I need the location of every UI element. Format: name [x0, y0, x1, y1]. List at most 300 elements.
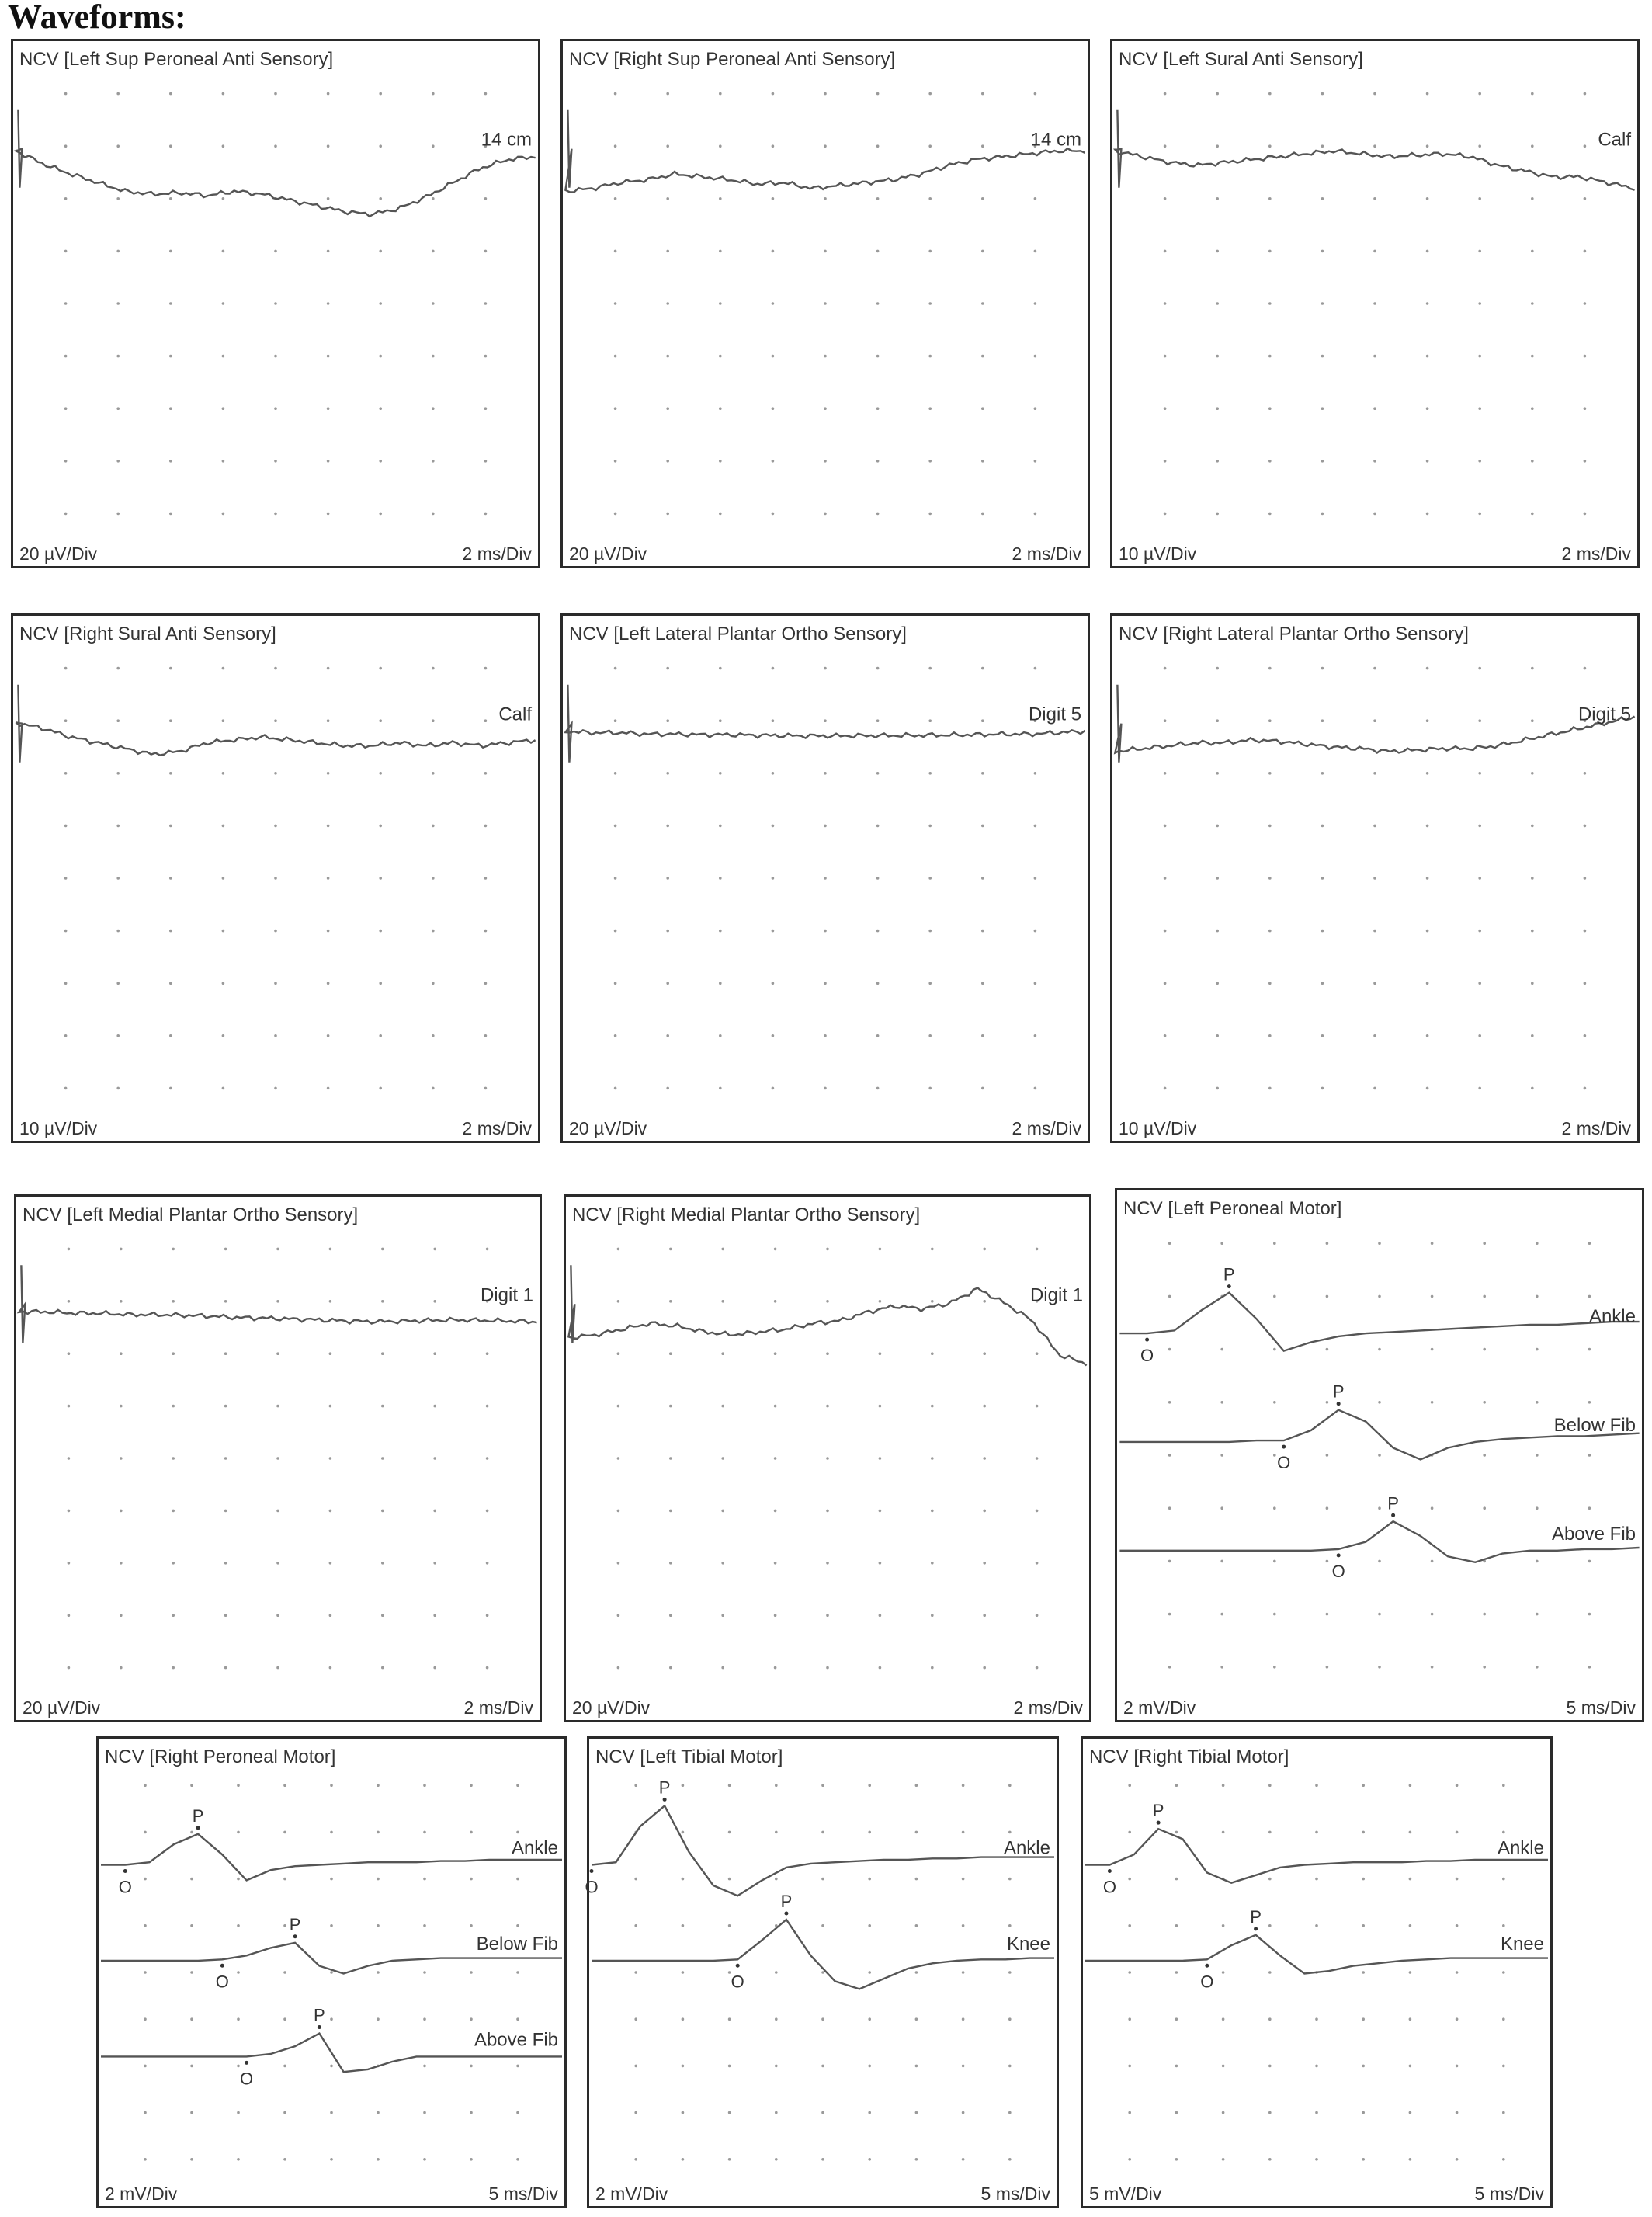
- grid-dot: [1531, 513, 1534, 516]
- trace-label: Below Fib: [476, 1933, 558, 1955]
- grid-dot: [68, 1666, 71, 1670]
- grid-dot: [614, 877, 617, 880]
- grid-dot: [826, 1405, 829, 1408]
- grid-dot: [1456, 1831, 1459, 1834]
- grid-dot: [1164, 513, 1167, 516]
- grid-dot: [484, 355, 488, 358]
- grid-dot: [634, 1784, 637, 1787]
- grid-dot: [224, 1614, 227, 1617]
- grid-dot: [876, 930, 880, 933]
- grid-dot: [283, 2158, 286, 2161]
- grid-dot: [981, 197, 984, 200]
- grid-dot: [274, 144, 277, 148]
- grid-dot: [237, 1971, 240, 1974]
- grid-dot: [432, 877, 435, 880]
- grid-dot: [1175, 1878, 1178, 1881]
- grid-dot: [826, 1300, 829, 1303]
- grid-dot: [327, 460, 330, 463]
- grid-dot: [1164, 144, 1167, 148]
- grid-dot: [876, 667, 880, 670]
- grid-dot: [116, 719, 120, 722]
- grid-dot: [1431, 1560, 1434, 1563]
- grid-dot: [64, 355, 68, 358]
- grid-dot: [423, 2111, 426, 2114]
- grid-dot: [666, 250, 669, 253]
- grid-dot: [824, 719, 827, 722]
- grid-dot: [237, 2065, 240, 2068]
- grid-dot: [516, 1971, 519, 1974]
- grid-dot: [931, 1248, 934, 1251]
- grid-dot: [876, 197, 880, 200]
- grid-dot: [222, 197, 225, 200]
- grid-dot: [1478, 825, 1481, 828]
- grid-dot: [1216, 355, 1219, 358]
- grid-dot: [1321, 877, 1324, 880]
- grid-dot: [190, 2158, 193, 2161]
- peak-marker: [318, 2025, 321, 2029]
- grid-dot: [876, 1034, 880, 1037]
- grid-dot: [1426, 1087, 1429, 1090]
- peak-marker: [1391, 1513, 1395, 1517]
- grid-dot: [222, 1034, 225, 1037]
- grid-dot: [728, 1878, 731, 1881]
- grid-dot: [772, 197, 775, 200]
- grid-dot: [172, 1405, 175, 1408]
- grid-dot: [1483, 1242, 1486, 1245]
- grid-dot: [1034, 1034, 1037, 1037]
- grid-dot: [931, 1457, 934, 1460]
- grid-dot: [274, 460, 277, 463]
- grid-dot: [1216, 719, 1219, 722]
- grid-dot: [486, 1614, 489, 1617]
- waveform-panel: [587, 1736, 1059, 2208]
- y-scale-label: 10 µV/Div: [1119, 544, 1197, 564]
- grid-dot: [666, 825, 669, 828]
- grid-dot: [222, 302, 225, 305]
- grid-dot: [1426, 772, 1429, 775]
- grid-dot: [719, 250, 722, 253]
- grid-dot: [64, 719, 68, 722]
- grid-dot: [1426, 667, 1429, 670]
- grid-dot: [1584, 667, 1587, 670]
- grid-dot: [64, 930, 68, 933]
- grid-dot: [1216, 302, 1219, 305]
- grid-dot: [1164, 460, 1167, 463]
- peak-marker: [784, 1911, 788, 1915]
- grid-dot: [983, 1614, 986, 1617]
- grid-dot: [1426, 513, 1429, 516]
- grid-dot: [983, 1666, 986, 1670]
- grid-dot: [1531, 825, 1534, 828]
- grid-dot: [669, 1614, 672, 1617]
- grid-dot: [1431, 1506, 1434, 1510]
- grid-dot: [1036, 1248, 1039, 1251]
- grid-dot: [1268, 930, 1272, 933]
- grid-dot: [1373, 1034, 1376, 1037]
- grid-dot: [327, 144, 330, 148]
- grid-dot: [634, 1878, 637, 1881]
- grid-dot: [329, 1248, 332, 1251]
- grid-dot: [1321, 719, 1324, 722]
- grid-dot: [824, 877, 827, 880]
- grid-dot: [868, 1831, 871, 1834]
- grid-dot: [329, 1457, 332, 1460]
- grid-dot: [1321, 355, 1324, 358]
- grid-dot: [1222, 2111, 1225, 2114]
- grid-dot: [381, 1510, 384, 1513]
- grid-dot: [379, 930, 382, 933]
- onset-label: O: [215, 1972, 229, 1992]
- grid-dot: [116, 1034, 120, 1037]
- grid-dot: [1431, 1242, 1434, 1245]
- grid-dot: [1362, 1924, 1365, 1927]
- grid-dot: [172, 1248, 175, 1251]
- grid-dot: [486, 1352, 489, 1355]
- panel-title: NCV [Left Peroneal Motor]: [1123, 1198, 1342, 1219]
- grid-dot: [1222, 2158, 1225, 2161]
- grid-dot: [981, 825, 984, 828]
- grid-dot: [721, 1352, 724, 1355]
- grid-dot: [1536, 1454, 1539, 1457]
- grid-dot: [381, 1666, 384, 1670]
- grid-dot: [1362, 2017, 1365, 2021]
- grid-dot: [1584, 877, 1587, 880]
- grid-dot: [1531, 930, 1534, 933]
- grid-dot: [379, 513, 382, 516]
- grid-dot: [719, 1034, 722, 1037]
- grid-dot: [433, 1562, 436, 1565]
- grid-dot: [120, 1405, 123, 1408]
- grid-dot: [983, 1562, 986, 1565]
- grid-dot: [666, 719, 669, 722]
- grid-dot: [120, 1457, 123, 1460]
- grid-dot: [190, 2017, 193, 2021]
- grid-dot: [1273, 1560, 1276, 1563]
- panel-title: NCV [Left Tibial Motor]: [595, 1746, 783, 1767]
- grid-dot: [1456, 2158, 1459, 2161]
- grid-dot: [172, 1300, 175, 1303]
- trace-label: Digit 5: [1028, 704, 1081, 725]
- grid-dot: [981, 1034, 984, 1037]
- grid-dot: [222, 460, 225, 463]
- grid-dot: [516, 1831, 519, 1834]
- grid-dot: [1456, 1971, 1459, 1974]
- grid-dot: [1164, 197, 1167, 200]
- grid-dot: [423, 2065, 426, 2068]
- grid-dot: [1220, 1666, 1223, 1669]
- panel-title: NCV [Left Medial Plantar Ortho Sensory]: [23, 1204, 359, 1225]
- grid-dot: [719, 407, 722, 410]
- grid-dot: [1531, 302, 1534, 305]
- grid-dot: [1273, 1666, 1276, 1669]
- grid-dot: [516, 1924, 519, 1927]
- grid-dot: [222, 1087, 225, 1090]
- grid-dot: [1128, 1971, 1131, 1974]
- grid-dot: [772, 513, 775, 516]
- grid-dot: [669, 1510, 672, 1513]
- grid-dot: [614, 719, 617, 722]
- waveform-plot: [566, 1197, 1089, 1720]
- grid-dot: [432, 407, 435, 410]
- waveform-plot: [99, 1739, 564, 2206]
- grid-dot: [470, 2065, 473, 2068]
- grid-dot: [983, 1405, 986, 1408]
- grid-dot: [962, 2065, 965, 2068]
- grid-dot: [486, 1510, 489, 1513]
- grid-dot: [876, 407, 880, 410]
- peak-marker: [1157, 1821, 1161, 1825]
- grid-dot: [1362, 1971, 1365, 1974]
- grid-dot: [682, 2017, 685, 2021]
- grid-dot: [915, 1784, 918, 1787]
- grid-dot: [432, 719, 435, 722]
- grid-dot: [1378, 1506, 1381, 1510]
- grid-dot: [169, 144, 172, 148]
- grid-dot: [1584, 513, 1587, 516]
- grid-dot: [824, 302, 827, 305]
- grid-dot: [772, 667, 775, 670]
- grid-dot: [1531, 407, 1534, 410]
- grid-dot: [1584, 772, 1587, 775]
- grid-dot: [1536, 1401, 1539, 1404]
- peak-label: P: [1223, 1264, 1235, 1284]
- grid-dot: [432, 930, 435, 933]
- grid-dot: [826, 1562, 829, 1565]
- grid-dot: [1216, 92, 1219, 96]
- grid-dot: [983, 1300, 986, 1303]
- grid-dot: [928, 825, 932, 828]
- grid-dot: [719, 719, 722, 722]
- grid-dot: [432, 667, 435, 670]
- peak-label: P: [1387, 1493, 1399, 1513]
- grid-dot: [682, 2111, 685, 2114]
- grid-dot: [928, 719, 932, 722]
- grid-dot: [981, 667, 984, 670]
- grid-dot: [1502, 2158, 1505, 2161]
- peak-marker: [663, 1798, 667, 1802]
- grid-dot: [1478, 302, 1481, 305]
- grid-dot: [614, 144, 617, 148]
- grid-dot: [327, 250, 330, 253]
- grid-dot: [329, 1300, 332, 1303]
- y-scale-label: 20 µV/Div: [569, 544, 647, 564]
- grid-dot: [274, 92, 277, 96]
- grid-dot: [1128, 1831, 1131, 1834]
- grid-dot: [719, 1087, 722, 1090]
- grid-dot: [274, 355, 277, 358]
- grid-dot: [470, 1831, 473, 1834]
- grid-dot: [379, 355, 382, 358]
- grid-dot: [614, 930, 617, 933]
- grid-dot: [1588, 1560, 1591, 1563]
- grid-dot: [1008, 2158, 1012, 2161]
- grid-dot: [1326, 1348, 1329, 1351]
- grid-dot: [1268, 1034, 1272, 1037]
- grid-dot: [682, 2065, 685, 2068]
- grid-dot: [614, 1034, 617, 1037]
- grid-dot: [1373, 982, 1376, 985]
- onset-marker: [1282, 1445, 1286, 1449]
- grid-dot: [821, 2158, 824, 2161]
- grid-dot: [169, 825, 172, 828]
- grid-dot: [274, 772, 277, 775]
- waveform-panel: [1110, 39, 1640, 568]
- trace-label: 14 cm: [481, 129, 532, 151]
- grid-dot: [774, 1352, 777, 1355]
- grid-dot: [1326, 1506, 1329, 1510]
- grid-dot: [719, 825, 722, 828]
- grid-dot: [915, 2158, 918, 2161]
- grid-dot: [327, 825, 330, 828]
- grid-dot: [1373, 825, 1376, 828]
- grid-dot: [915, 2017, 918, 2021]
- x-scale-label: 2 ms/Div: [463, 1697, 533, 1718]
- grid-dot: [1034, 355, 1037, 358]
- grid-dot: [1268, 982, 1272, 985]
- grid-dot: [1431, 1295, 1434, 1298]
- grid-dot: [1175, 2017, 1178, 2021]
- grid-dot: [1216, 930, 1219, 933]
- grid-dot: [1321, 92, 1324, 96]
- grid-dot: [379, 197, 382, 200]
- grid-dot: [879, 1352, 882, 1355]
- grid-dot: [1321, 1034, 1324, 1037]
- panel-title: NCV [Right Medial Plantar Ortho Sensory]: [572, 1204, 921, 1225]
- grid-dot: [719, 982, 722, 985]
- grid-dot: [614, 982, 617, 985]
- grid-dot: [283, 2111, 286, 2114]
- grid-dot: [1273, 1295, 1276, 1298]
- grid-dot: [1128, 1924, 1131, 1927]
- grid-dot: [824, 1087, 827, 1090]
- grid-dot: [826, 1352, 829, 1355]
- grid-dot: [774, 1300, 777, 1303]
- grid-dot: [377, 1784, 380, 1787]
- grid-dot: [1315, 2017, 1318, 2021]
- grid-dot: [962, 1924, 965, 1927]
- grid-dot: [1008, 1784, 1012, 1787]
- grid-dot: [1168, 1242, 1171, 1245]
- grid-dot: [1268, 2158, 1272, 2161]
- grid-dot: [283, 2065, 286, 2068]
- grid-dot: [1456, 1784, 1459, 1787]
- grid-dot: [1268, 197, 1272, 200]
- grid-dot: [120, 1300, 123, 1303]
- grid-dot: [928, 667, 932, 670]
- grid-dot: [327, 92, 330, 96]
- grid-dot: [876, 772, 880, 775]
- grid-dot: [1373, 772, 1376, 775]
- grid-dot: [276, 1562, 279, 1565]
- grid-dot: [433, 1614, 436, 1617]
- grid-dot: [224, 1666, 227, 1670]
- grid-dot: [1478, 144, 1481, 148]
- grid-dot: [1128, 1878, 1131, 1881]
- grid-dot: [433, 1666, 436, 1670]
- grid-dot: [1536, 1242, 1539, 1245]
- grid-dot: [172, 1562, 175, 1565]
- grid-dot: [484, 930, 488, 933]
- grid-dot: [1373, 302, 1376, 305]
- waveform-panel: [11, 39, 540, 568]
- grid-dot: [1588, 1242, 1591, 1245]
- grid-dot: [1536, 1560, 1539, 1563]
- grid-dot: [1483, 1506, 1486, 1510]
- grid-dot: [1426, 407, 1429, 410]
- grid-dot: [169, 92, 172, 96]
- grid-dot: [1478, 982, 1481, 985]
- grid-dot: [169, 667, 172, 670]
- grid-dot: [276, 1614, 279, 1617]
- grid-dot: [1373, 930, 1376, 933]
- grid-dot: [276, 1352, 279, 1355]
- grid-dot: [879, 1562, 882, 1565]
- grid-dot: [330, 1831, 333, 1834]
- grid-dot: [1373, 197, 1376, 200]
- grid-dot: [516, 2017, 519, 2021]
- grid-dot: [826, 1248, 829, 1251]
- grid-dot: [64, 197, 68, 200]
- peak-label: P: [314, 2005, 325, 2025]
- grid-dot: [116, 250, 120, 253]
- grid-dot: [682, 1924, 685, 1927]
- grid-dot: [772, 250, 775, 253]
- grid-dot: [775, 2111, 778, 2114]
- grid-dot: [120, 1248, 123, 1251]
- grid-dot: [1315, 2065, 1318, 2068]
- grid-dot: [879, 1248, 882, 1251]
- grid-dot: [1273, 1613, 1276, 1616]
- grid-dot: [432, 197, 435, 200]
- waveform-trace: [565, 685, 1085, 763]
- grid-dot: [1315, 1878, 1318, 1881]
- grid-dot: [821, 2065, 824, 2068]
- grid-dot: [222, 825, 225, 828]
- grid-dot: [1431, 1348, 1434, 1351]
- grid-dot: [666, 513, 669, 516]
- grid-dot: [1478, 407, 1481, 410]
- grid-dot: [274, 250, 277, 253]
- grid-dot: [1315, 2158, 1318, 2161]
- grid-dot: [1268, 667, 1272, 670]
- grid-dot: [377, 1924, 380, 1927]
- grid-dot: [1175, 2065, 1178, 2068]
- trace-label: Ankle: [1588, 1306, 1636, 1328]
- grid-dot: [1268, 772, 1272, 775]
- grid-dot: [379, 144, 382, 148]
- grid-dot: [169, 1087, 172, 1090]
- grid-dot: [774, 1666, 777, 1670]
- grid-dot: [1268, 407, 1272, 410]
- grid-dot: [772, 825, 775, 828]
- grid-dot: [962, 2017, 965, 2021]
- grid-dot: [1584, 982, 1587, 985]
- grid-dot: [821, 1878, 824, 1881]
- grid-dot: [1216, 772, 1219, 775]
- grid-dot: [824, 513, 827, 516]
- grid-dot: [1584, 144, 1587, 148]
- grid-dot: [1222, 1784, 1225, 1787]
- grid-dot: [329, 1562, 332, 1565]
- grid-dot: [484, 667, 488, 670]
- grid-dot: [1216, 825, 1219, 828]
- grid-dot: [1478, 513, 1481, 516]
- grid-dot: [327, 719, 330, 722]
- grid-dot: [666, 460, 669, 463]
- grid-dot: [144, 1784, 147, 1787]
- grid-dot: [432, 302, 435, 305]
- grid-dot: [423, 1971, 426, 1974]
